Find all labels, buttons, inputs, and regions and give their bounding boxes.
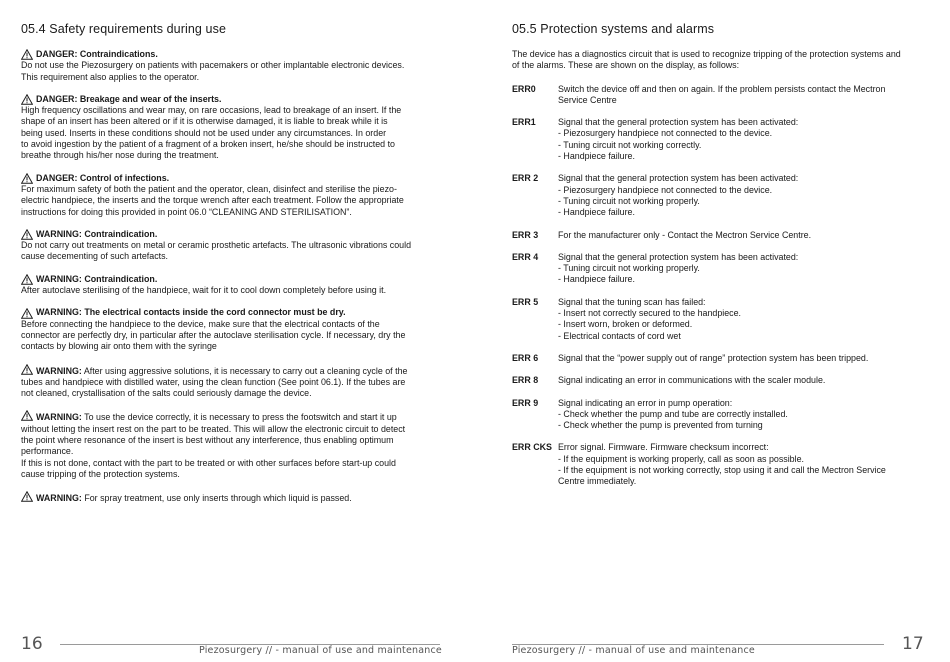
error-description-line: - Piezosurgery handpiece not connected to the device. [558, 184, 773, 195]
warning-heading-text: DANGER: Breakage and wear of the inserts. [36, 93, 222, 104]
footer-title-left: Piezosurgery // - manual of use and maintenance [199, 645, 442, 656]
error-row [512, 84, 927, 107]
intro-line: of the alarms. These are shown on the display, as follows: [512, 60, 740, 71]
warning-text-line: If this is not done, contact with the part to be treated or with other surfaces before start-up could [21, 457, 396, 468]
warning-heading [21, 173, 436, 184]
warning-text-line: cause decementing of such artefacts. [21, 251, 169, 262]
error-row [512, 117, 927, 162]
error-description [558, 230, 927, 241]
warning-heading [21, 307, 436, 318]
error-description-line: - Handpiece failure. [558, 207, 635, 218]
warning-heading [21, 49, 436, 60]
error-description [558, 398, 927, 432]
error-description-line: Signal that the “power supply out of range” protection system has been tripped. [558, 352, 869, 363]
error-description [558, 117, 927, 162]
warning-text-line: Do not carry out treatments on metal or ceramic prosthetic artefacts. The ultrasonic vibrations could [21, 240, 412, 251]
error-code-list [512, 84, 927, 488]
error-row [512, 173, 927, 218]
page-number-left: 16 [21, 634, 43, 654]
warning-triangle-icon [21, 410, 33, 421]
warning-text: After using aggressive solutions, it is necessary to carry out a cleaning cycle of the [81, 365, 408, 376]
safety-warnings-inline [21, 364, 436, 505]
warning-block [21, 94, 436, 162]
error-description-line: - Check whether the pump and tube are correctly installed. [558, 408, 788, 419]
warning-text-line: electric handpiece, the inserts and the torque wrench after each treatment. Follow the appropriate [21, 195, 404, 206]
error-description-line: Service Centre [558, 94, 617, 105]
warning-block [21, 307, 436, 352]
warning-text-line: not cleaned, crystallisation of the salts could seriously damage the device. [21, 388, 312, 399]
error-description-line: - Tuning circuit not working correctly. [558, 139, 702, 150]
warning-text-line: the point where resonance of the insert is best without any interference, thus enabling optimum [21, 435, 394, 446]
error-code: ERR 2 [512, 173, 539, 184]
error-description-line: - Electrical contacts of cord wet [558, 330, 681, 341]
warning-heading [21, 94, 436, 105]
warning-text-line: This requirement also applies to the operator. [21, 71, 200, 82]
warning-heading [21, 274, 436, 285]
error-row [512, 398, 927, 432]
error-description [558, 353, 927, 364]
warning-block [21, 173, 436, 218]
error-code: ERR 8 [512, 375, 539, 386]
error-description-line: Signal that the general protection system has been activated: [558, 251, 799, 262]
warning-text-line: performance. [21, 446, 74, 457]
warning-triangle-icon [21, 94, 33, 105]
error-row [512, 230, 927, 241]
warning-heading-text: WARNING: Contraindication. [36, 273, 158, 284]
warning-block [21, 491, 436, 504]
error-description-line: Switch the device off and then on again. If the problem persists contact the Mectron [558, 83, 886, 94]
warning-text-line: shape of an insert has been altered or if it is otherwise damaged, it is liable to break while it is [21, 116, 388, 127]
section-title-protection: 05.5 Protection systems and alarms [512, 22, 715, 36]
error-description [558, 375, 927, 386]
error-row [512, 375, 927, 386]
error-description-line: - Tuning circuit not working properly. [558, 263, 700, 274]
warning-heading [21, 229, 436, 240]
error-description-line: Signal indicating an error in communications with the scaler module. [558, 375, 826, 386]
protection-intro [512, 49, 927, 72]
warning-text-line: without letting the insert rest on the part to be treated. This will allow the electronic circuit to detect [21, 423, 406, 434]
intro-line: The device has a diagnostics circuit that is used to recognize tripping of the protection systems and [512, 49, 901, 59]
warning-label: WARNING: [36, 412, 82, 423]
warning-label: WARNING: [36, 493, 82, 504]
safety-warnings [21, 49, 436, 353]
error-code: ERR 4 [512, 251, 539, 262]
error-code: ERR 6 [512, 352, 539, 363]
right-page [512, 22, 927, 499]
error-description-line: Signal that the general protection system has been activated: [558, 117, 799, 128]
warning-first-line [21, 364, 436, 377]
error-description [558, 297, 927, 342]
error-code: ERR 5 [512, 296, 539, 307]
error-description-line: - If the equipment is not working correctly, stop using it and call the Mectron Service [558, 465, 886, 476]
error-description-line: - Insert worn, broken or deformed. [558, 319, 693, 330]
page-number-right: 17 [902, 634, 924, 654]
error-description [558, 252, 927, 286]
error-code: ERR CKS [512, 442, 552, 453]
warning-block [21, 49, 436, 83]
warning-block [21, 229, 436, 263]
error-code: ERR1 [512, 117, 536, 128]
error-description-line: - If the equipment is working properly, call as soon as possible. [558, 453, 804, 464]
warning-text-line: tubes and handpiece with distilled water, using the clean function (See point 06.1). If the tubes are [21, 376, 406, 387]
warning-triangle-icon [21, 173, 33, 184]
warning-triangle-icon [21, 229, 33, 240]
warning-text-line: High frequency oscillations and wear may, on rare occasions, lead to breakage of an insert. If the [21, 105, 402, 116]
error-description [558, 173, 927, 218]
error-description-line: Signal that the tuning scan has failed: [558, 296, 706, 307]
error-code: ERR 9 [512, 397, 539, 408]
warning-first-line [21, 491, 436, 504]
error-description [558, 442, 927, 487]
warning-block [21, 274, 436, 297]
warning-text-line: connector are perfectly dry, in particular after the autoclave sterilisation cycle. If necessary, dry the [21, 329, 406, 340]
error-row [512, 297, 927, 342]
error-code: ERR0 [512, 83, 536, 94]
error-description-line: - Tuning circuit not working properly. [558, 195, 700, 206]
warning-heading-text: WARNING: The electrical contacts inside the cord connector must be dry. [36, 307, 346, 318]
warning-text-line: Do not use the Piezosurgery on patients with pacemakers or other implantable electronic devices. [21, 60, 405, 71]
error-description-line: - Handpiece failure. [558, 274, 635, 285]
error-description-line: Error signal. Firmware. Firmware checksum incorrect: [558, 442, 769, 453]
error-row [512, 442, 927, 487]
warning-heading-text: WARNING: Contraindication. [36, 228, 158, 239]
error-row [512, 252, 927, 286]
warning-text: To use the device correctly, it is necessary to press the footswitch and start it up [81, 412, 397, 423]
warning-triangle-icon [21, 49, 33, 60]
error-description-line: For the manufacturer only - Contact the Mectron Service Centre. [558, 229, 812, 240]
warning-triangle-icon [21, 308, 33, 319]
warning-block [21, 410, 436, 480]
warning-block [21, 364, 436, 400]
warning-heading-text: DANGER: Contraindications. [36, 49, 158, 59]
error-description-line: Signal that the general protection system has been activated: [558, 173, 799, 184]
warning-text-line: cause tripping of the protection systems. [21, 468, 180, 479]
warning-heading-text: DANGER: Control of infections. [36, 172, 170, 183]
error-description [558, 84, 927, 107]
warning-text-line: After autoclave sterilising of the handpiece, wait for it to cool down completely before using it. [21, 285, 387, 296]
warning-text-line: instructions for doing this provided in point 06.0 “CLEANING AND STERILISATION”. [21, 206, 352, 217]
error-description-line: - Handpiece failure. [558, 151, 635, 162]
error-description-line: - Piezosurgery handpiece not connected to the device. [558, 128, 773, 139]
warning-text-line: breathe through his/her nose during the treatment. [21, 150, 219, 161]
section-title-safety: 05.4 Safety requirements during use [21, 22, 227, 36]
error-description-line: - Insert not correctly secured to the handpiece. [558, 308, 742, 319]
error-description-line: - Check whether the pump is prevented from turning [558, 420, 763, 431]
error-row [512, 353, 927, 364]
error-description-line: Signal indicating an error in pump operation: [558, 397, 733, 408]
warning-text-line: to avoid ingestion by the patient of a fragment of a broken insert, he/she should be instructed to [21, 139, 395, 150]
warning-triangle-icon [21, 274, 33, 285]
warning-first-line [21, 410, 436, 423]
error-description-line: Centre immediately. [558, 476, 637, 487]
warning-text-line: Before connecting the handpiece to the device, make sure that the electrical contacts of the [21, 318, 380, 329]
warning-triangle-icon [21, 364, 33, 375]
warning-label: WARNING: [36, 365, 82, 376]
warning-text-line: being used. Inserts in these conditions should not be used under any circumstances. In order [21, 127, 387, 138]
error-code: ERR 3 [512, 229, 539, 240]
footer-title-right: Piezosurgery // - manual of use and maintenance [512, 645, 755, 656]
warning-text: For spray treatment, use only inserts through which liquid is passed. [81, 493, 352, 504]
warning-triangle-icon [21, 491, 33, 502]
warning-text-line: contacts by blowing air onto them with the syringe [21, 341, 217, 352]
left-page [21, 22, 436, 516]
warning-text-line: For maximum safety of both the patient and the operator, clean, disinfect and sterilise the piezo- [21, 183, 397, 194]
